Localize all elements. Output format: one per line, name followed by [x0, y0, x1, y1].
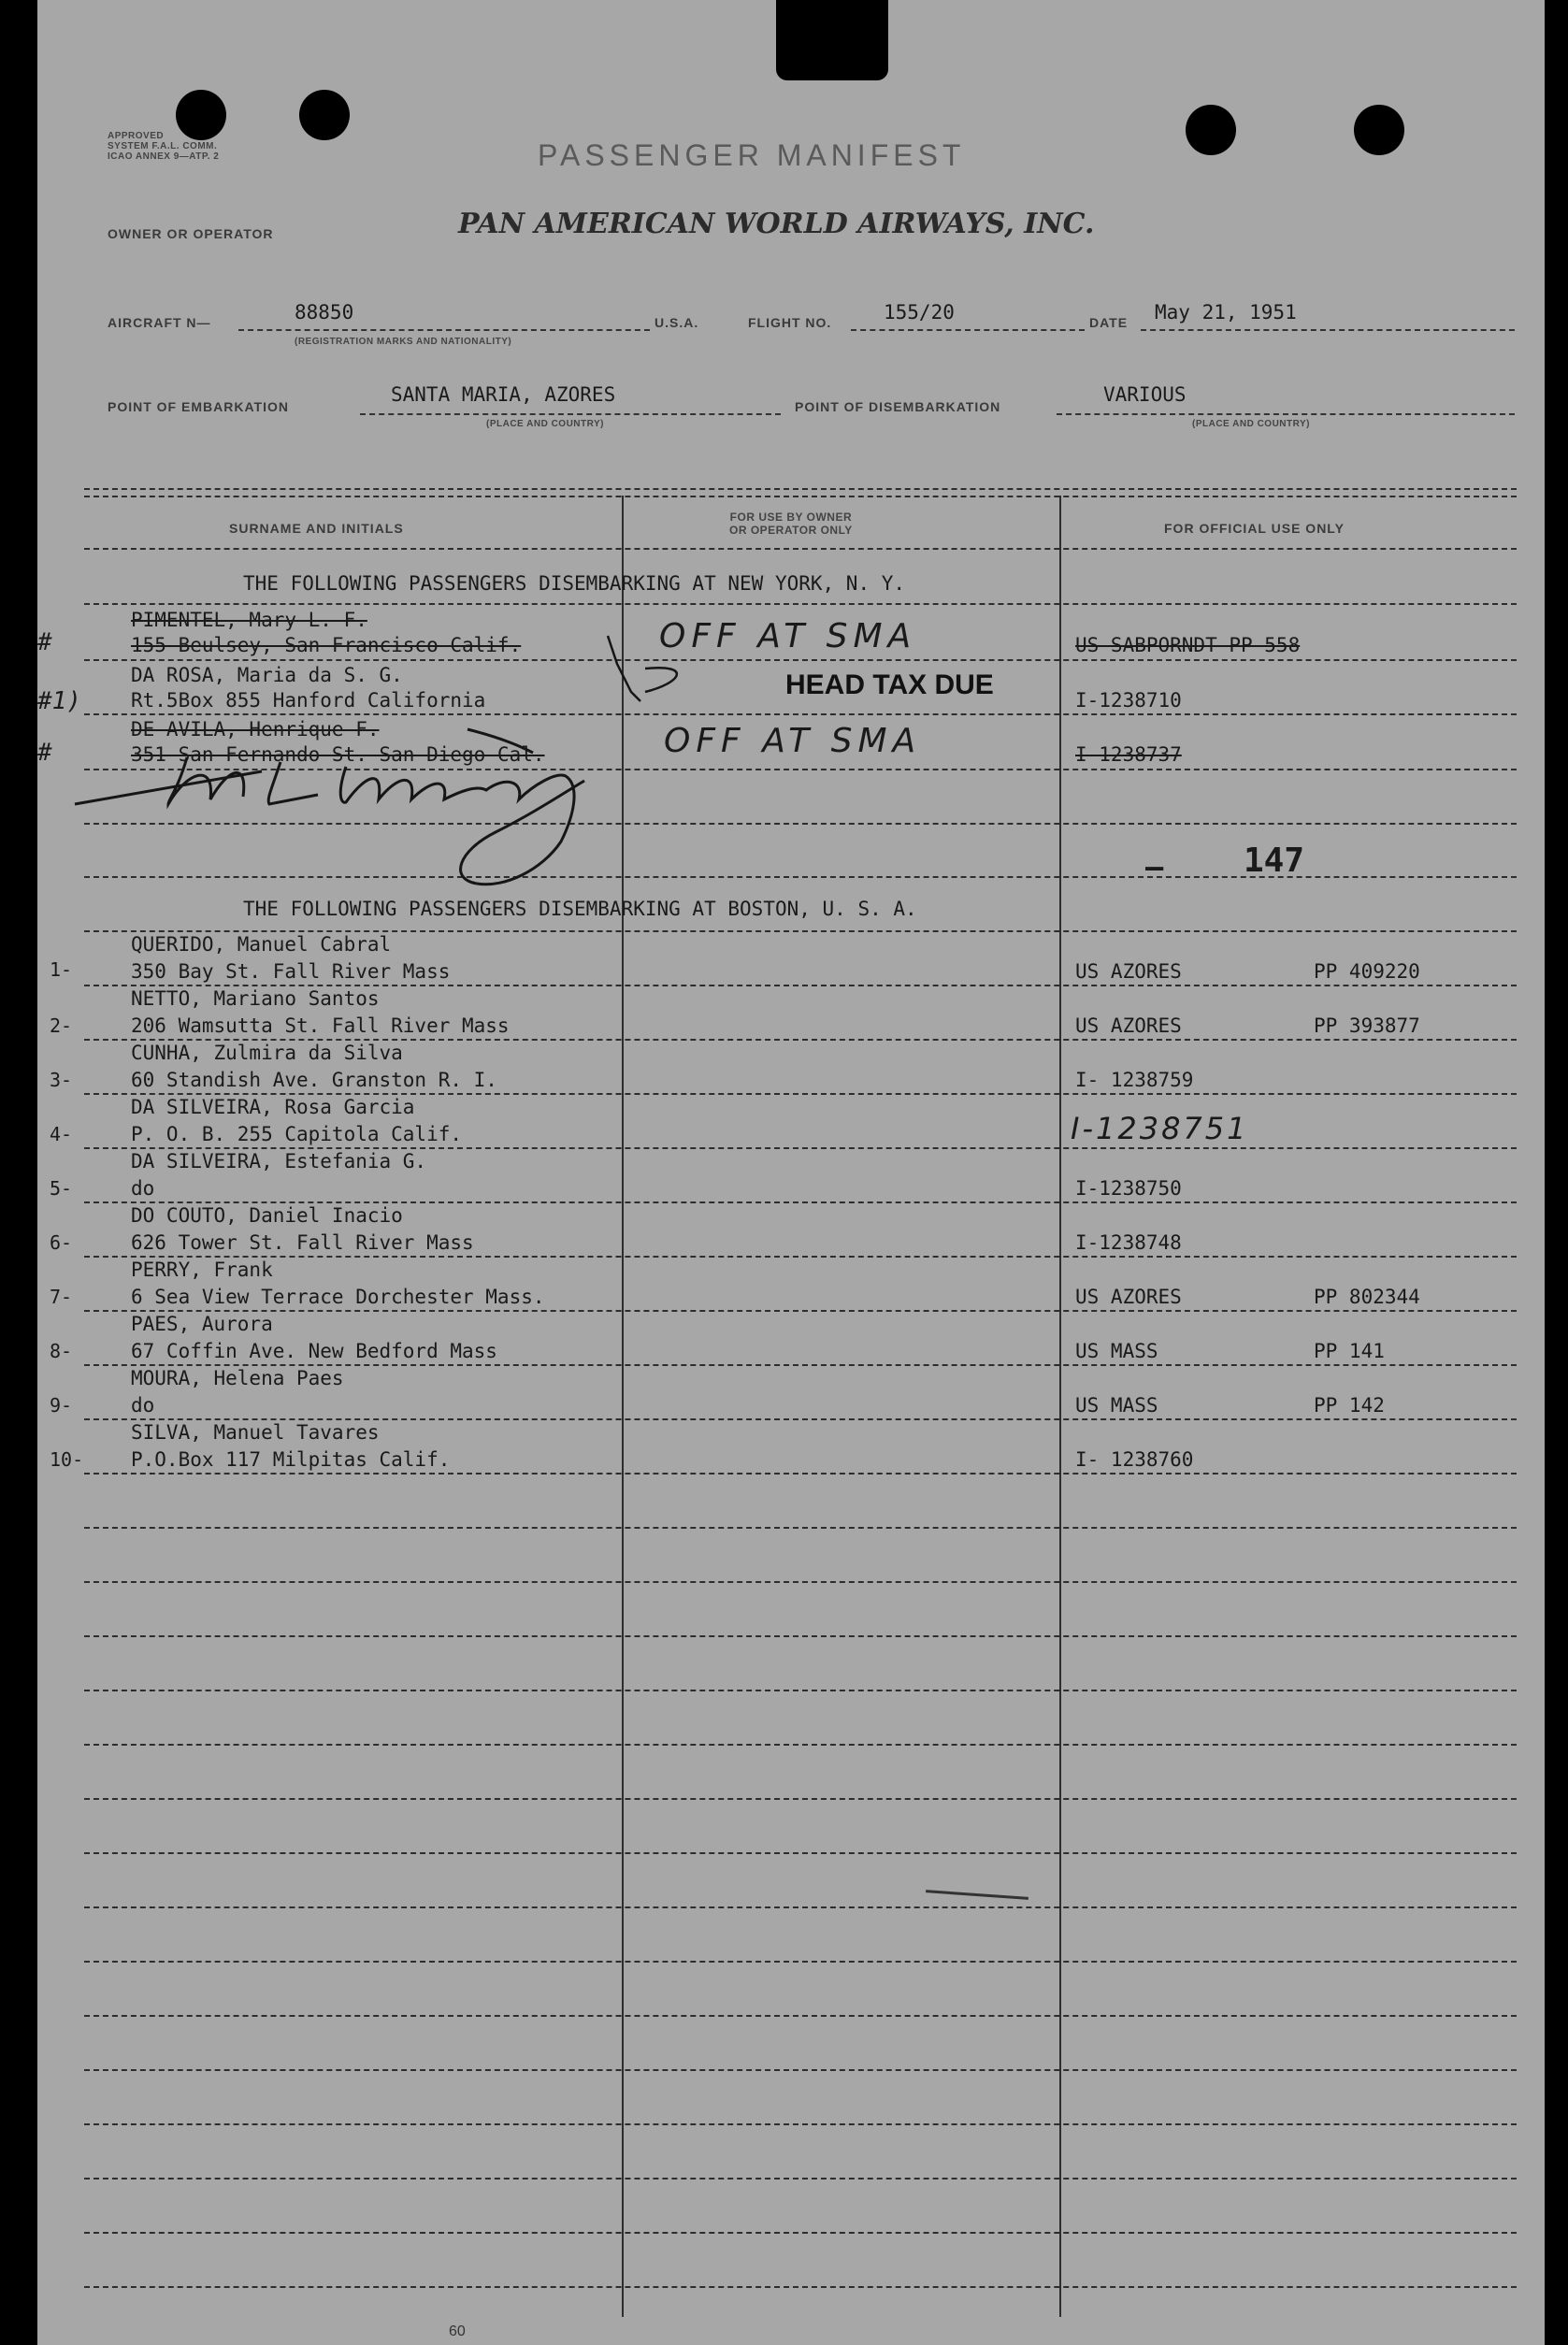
passenger-name: MOURA, Helena Paes [131, 1367, 344, 1389]
passenger-name: CUNHA, Zulmira da Silva [131, 1042, 403, 1064]
disembark-label: POINT OF DISEMBARKATION [795, 399, 1001, 414]
embark-place: SANTA MARIA, AZORES [391, 383, 616, 406]
row-number: 1- [50, 958, 73, 981]
official-entry: I-1238750 [1075, 1177, 1182, 1200]
row-mark: # [37, 739, 52, 767]
official-entry: US MASS [1075, 1340, 1158, 1362]
passport-number: PP 393877 [1314, 1014, 1420, 1037]
passenger-name: DE AVILA, Henrique F. [131, 718, 380, 741]
official-entry: US AZORES [1075, 1014, 1182, 1037]
flight-number: 155/20 [884, 301, 955, 324]
passenger-address: 626 Tower St. Fall River Mass [131, 1231, 474, 1254]
approval-note: APPROVED SYSTEM F.A.L. COMM. ICAO ANNEX 9—ATP. 2 [108, 131, 220, 162]
passenger-name: PIMENTEL, Mary L. F. [131, 609, 367, 631]
passenger-name: DA ROSA, Maria da S. G. [131, 664, 403, 686]
row-number: 10- [50, 1448, 84, 1471]
passenger-address: P.O.Box 117 Milpitas Calif. [131, 1448, 451, 1471]
passenger-name: PAES, Aurora [131, 1313, 273, 1335]
passenger-address: 350 Bay St. Fall River Mass [131, 960, 451, 983]
passenger-name: PERRY, Frank [131, 1259, 273, 1281]
passenger-address: 155 Beulsey, San Francisco Calif. [131, 634, 522, 656]
flight-label: FLIGHT NO. [748, 315, 832, 330]
row-number: 3- [50, 1069, 73, 1091]
passenger-address: 351 San Fernando St. San Diego Cal. [131, 743, 545, 766]
passenger-address: do [131, 1394, 155, 1417]
passenger-address: Rt.5Box 855 Hanford California [131, 689, 486, 712]
official-entry: US AZORES [1075, 960, 1182, 983]
official-entry: I- 1238759 [1075, 1069, 1194, 1091]
row-number: 8- [50, 1340, 73, 1362]
passport-number: PP 142 [1314, 1394, 1385, 1417]
passenger-name: DA SILVEIRA, Rosa Garcia [131, 1096, 415, 1118]
passenger-address: 206 Wamsutta St. Fall River Mass [131, 1014, 510, 1037]
head-tax-stamp: HEAD TAX DUE [785, 669, 994, 700]
punch-hole [299, 90, 350, 140]
row-mark: #1) [37, 687, 81, 715]
date-label: DATE [1089, 315, 1129, 330]
passport-number: PP 409220 [1314, 960, 1420, 983]
nationality: U.S.A. [655, 315, 699, 330]
embark-label: POINT OF EMBARKATION [108, 399, 289, 414]
passenger-address: 6 Sea View Terrace Dorchester Mass. [131, 1286, 545, 1308]
binder-tab [776, 0, 888, 80]
col-surname: SURNAME AND INITIALS [229, 521, 404, 536]
owner-label: OWNER OR OPERATOR [108, 226, 274, 241]
official-entry: US MASS [1075, 1394, 1158, 1417]
flight-date: May 21, 1951 [1155, 301, 1297, 324]
row-number: 4- [50, 1123, 73, 1145]
manifest-page: APPROVED SYSTEM F.A.L. COMM. ICAO ANNEX 9—ATP. 2 PASSENGER MANIFEST OWNER OR OPERATOR PAN AMERICAN WORLD AIRWAYS, INC. AIRCRAFT N— 88850 (REGISTRATION MARKS AND NATIONALITY) U.S.A. FLIGHT NO. 155/20 DATE May 21, 1951 POINT OF EMBARKATION SANTA MARIA, AZORES (PLACE AND COUNTRY) POINT OF DISEMBARKATION VARIOUS (PLACE AND COUNTRY) SURNAME AND INITIALS FOR USE BY OWNER OR OPERATOR ONLY FOR OFFICIAL USE ONLY THE FOLLOWING PASSENGERS DISEMBARKING AT NEW YORK, N. Y. # PIMENTEL, Mary L. F. 155 Beulsey, San Francisco Calif. US SABPORNDT PP 558 #1) DA ROSA, Maria da S. G. Rt.5Box 855 Hanford California I-1238710 # DE AVILA, Henrique F. 351 San Fernando St. San Diego Cal. I-1238737 OFF AT SMA HEAD TAX DUE OFF AT SMA — 147 THE FOLLOWING PASSENGERS DISEMBARKING AT BOSTON, U. S. A. 1- QUERIDO, Manuel Cabral 350 Bay St. Fall River Mass US AZORES PP 409220 2- NETTO, Mariano Santos 206 Wamsutta St. Fall River Mass US AZORES PP 393877 3- CUNHA, Zulmira da Silva 60 Standish Ave. Granston R. I. I- 1238759 4- DA SILVEIRA, Rosa Garcia P. O. B. 255 Capitola Calif. I-1238751 5- DA SILVEIRA, Estefania G. do I-1238750 6- DO COUTO, Daniel Inacio 626 Tower St. Fall River Mass I-1238748 7- PERRY, Frank 6 Sea View Terrace Dorchester Mass. US AZORES PP 802344 8- PAES, Aurora 67 Coffin Ave. New Bedford Mass US MASS PP 141 9- MOURA, Helena Paes do US MASS PP 142 10- SILVA, Manuel Tavares P.O.Box 117 Milpitas Calif. I- 1238760 60 [37, 0, 1545, 2345]
passport-number: PP 802344 [1314, 1286, 1420, 1308]
aircraft-number: 88850 [295, 301, 354, 324]
row-number: 6- [50, 1231, 73, 1254]
official-entry: I-1238751 [1071, 1111, 1249, 1146]
disembark-place: VARIOUS [1103, 383, 1187, 406]
punch-hole [1186, 105, 1236, 155]
row-number: 2- [50, 1014, 73, 1037]
footer-mark: 60 [449, 2323, 466, 2339]
punch-hole [1354, 105, 1404, 155]
pen-mark [926, 1890, 1029, 1900]
official-entry: US AZORES [1075, 1286, 1182, 1308]
row-number: 7- [50, 1286, 73, 1308]
passenger-address: do [131, 1177, 155, 1200]
note-off-at-sma: OFF AT SMA [664, 722, 922, 760]
official-entry: I-1238710 [1075, 689, 1182, 712]
dash-mark: — [1145, 849, 1164, 885]
official-entry: I-1238748 [1075, 1231, 1182, 1254]
official-entry: I-1238737 [1075, 743, 1182, 766]
official-entry: I- 1238760 [1075, 1448, 1194, 1471]
passenger-name: NETTO, Mariano Santos [131, 987, 380, 1010]
row-mark: # [37, 628, 52, 656]
passenger-name: QUERIDO, Manuel Cabral [131, 933, 392, 956]
col-official: FOR OFFICIAL USE ONLY [1164, 521, 1345, 536]
passenger-name: DA SILVEIRA, Estefania G. [131, 1150, 427, 1172]
passenger-address: 67 Coffin Ave. New Bedford Mass [131, 1340, 497, 1362]
signature-graphic [37, 598, 879, 898]
owner-name: PAN AMERICAN WORLD AIRWAYS, INC. [458, 208, 1095, 240]
row-number: 9- [50, 1394, 73, 1417]
col-operator: FOR USE BY OWNER OR OPERATOR ONLY [729, 511, 853, 537]
section-heading-boston: THE FOLLOWING PASSENGERS DISEMBARKING AT BOSTON, U. S. A. [243, 898, 917, 920]
passenger-name: SILVA, Manuel Tavares [131, 1421, 380, 1444]
passport-number: PP 141 [1314, 1340, 1385, 1362]
passenger-address: 60 Standish Ave. Granston R. I. [131, 1069, 497, 1091]
aircraft-label: AIRCRAFT N— [108, 315, 211, 330]
note-off-at-sma: OFF AT SMA [659, 617, 917, 655]
stamp-number: 147 [1244, 842, 1305, 880]
official-entry: US SABPORNDT PP 558 [1075, 634, 1301, 656]
row-number: 5- [50, 1177, 73, 1200]
form-title: PASSENGER MANIFEST [538, 138, 966, 172]
section-heading-ny: THE FOLLOWING PASSENGERS DISEMBARKING AT NEW YORK, N. Y. [243, 572, 906, 595]
passenger-name: DO COUTO, Daniel Inacio [131, 1204, 403, 1227]
passenger-address: P. O. B. 255 Capitola Calif. [131, 1123, 463, 1145]
